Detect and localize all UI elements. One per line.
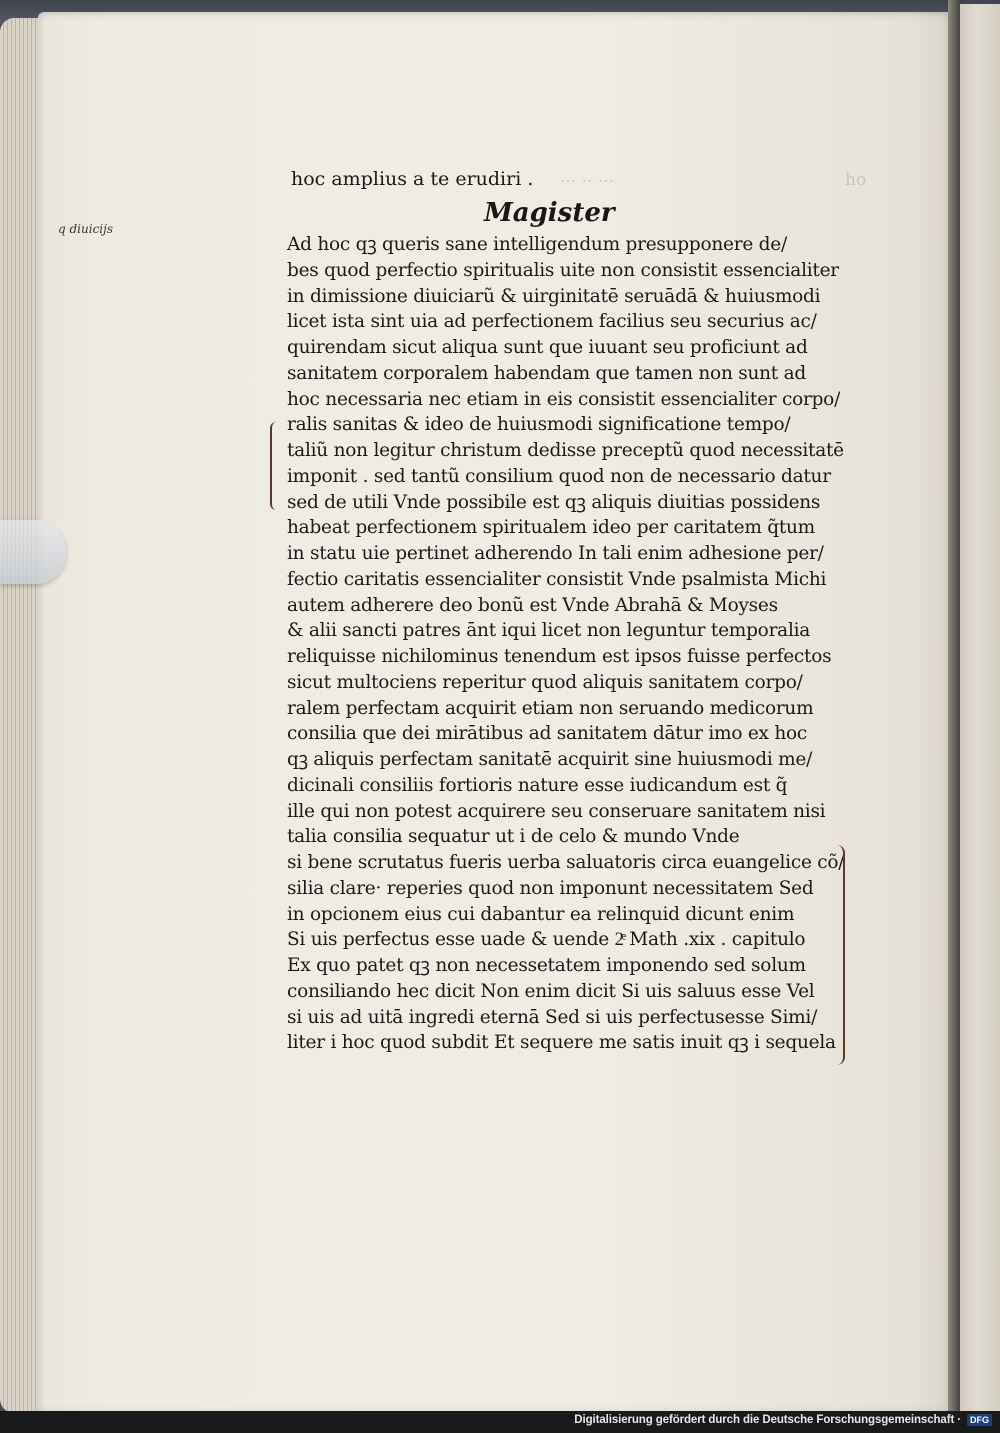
text-line: Ad hoc qꝫ queris sane intelligendum presupponere de/ xyxy=(287,234,787,255)
text-line: hoc necessaria nec etiam in eis consistit essencialiter corpo/ xyxy=(287,388,841,410)
text-line: fectio caritatis essencialiter consistit Vnde psalmista Michi xyxy=(287,568,827,590)
text-line: sicut multociens reperitur quod aliquis sanitatem corpo/ xyxy=(287,671,803,693)
footer-credit: Digitalisierung gefördert durch die Deutsche Forschungsgemeinschaft · xyxy=(574,1414,961,1426)
text-line: talia consilia sequatur ut i de celo & mundo Vnde xyxy=(287,826,740,848)
text-line: silia clare· reperies quod non imponunt necessitatem Sed xyxy=(287,877,814,899)
margin-annotation: q diuicijs xyxy=(58,222,114,236)
text-line: ralem perfectam acquirit etiam non seruando medicorum xyxy=(287,697,814,719)
text-line: & alii sancti patres ānt iqui licet non leguntur temporalia xyxy=(287,620,811,642)
text-line: si uis ad uitā ingredi eternā Sed si uis perfectusesse Simi/ xyxy=(287,1006,818,1028)
first-line: hoc amplius a te erudiri . xyxy=(291,168,534,190)
bleed-through: ··· ·· ··· xyxy=(560,172,615,192)
text-line: liter i hoc quod subdit Et sequere me satis inuit qꝫ i sequela xyxy=(287,1032,836,1054)
marginal-bracket-left xyxy=(270,422,282,510)
text-line: licet ista sint uia ad perfectionem facilius seu securius ac/ xyxy=(287,311,817,333)
text-line: Ex quo patet qꝫ non necessetatem imponendo sed solum xyxy=(287,955,806,976)
text-line: quirendam sicut aliqua sunt que iuuant seu proficiunt ad xyxy=(287,337,808,358)
text-line: taliũ non legitur christum dedisse preceptũ quod necessitatē xyxy=(287,440,844,461)
bleed-through: ho xyxy=(845,170,867,190)
plastic-strip xyxy=(0,520,66,584)
text-line: consilia que dei mirātibus ad sanitatem dātur imo ex hoc xyxy=(287,723,808,745)
text-line: qꝫ aliquis perfectam sanitatē acquirit sine huiusmodi me/ xyxy=(287,749,813,770)
section-heading: Magister xyxy=(484,198,615,228)
text-line: in opcionem eius cui dabantur ea relinquid dicunt enim xyxy=(287,903,795,925)
text-line: ralis sanitas & ideo de huiusmodi significatione tempo/ xyxy=(287,414,791,436)
text-line: ille qui non potest acquirere seu conseruare sanitatem nisi xyxy=(287,800,826,822)
text-line: sed de utili Vnde possibile est qꝫ aliquis diuitias possidens xyxy=(287,491,821,513)
text-line: imponit . sed tantũ consilium quod non de necessario datur xyxy=(287,465,831,487)
text-line: consiliando hec dicit Non enim dicit Si uis saluus esse Vel xyxy=(287,980,815,1002)
text-line: in dimissione diuiciarũ & uirginitatē seruādā & huiusmodi xyxy=(287,285,821,307)
text-line: si bene scrutatus fueris uerba saluatoris circa euangelice cõ/ xyxy=(287,852,845,873)
marginal-bracket-right xyxy=(833,845,845,1065)
text-line: dicinali consiliis fortioris nature esse iudicandum est q̃ xyxy=(287,774,788,796)
text-line: reliquisse nichilominus tenendum est ipsos fuisse perfectos xyxy=(287,646,832,667)
footer xyxy=(574,1411,992,1429)
text-line: autem adherere deo bonũ est Vnde Abrahā & Moyses xyxy=(287,594,778,616)
dfg-logo: DFG xyxy=(967,1414,992,1426)
text-line: sanitatem corporalem habendam que tamen non sunt ad xyxy=(287,362,806,384)
facing-page-edge xyxy=(960,4,1000,1412)
text-line: Si uis perfectus esse uade & uende 2ͤ Math .xix . capitulo xyxy=(287,929,806,951)
body-text xyxy=(287,232,857,1056)
text-line: habeat perfectionem spiritualem ideo per caritatem q̃tum xyxy=(287,517,815,539)
text-line: in statu uie pertinet adherendo In tali enim adhesione per/ xyxy=(287,543,824,564)
text-line: bes quod perfectio spiritualis uite non consistit essencialiter xyxy=(287,259,839,281)
